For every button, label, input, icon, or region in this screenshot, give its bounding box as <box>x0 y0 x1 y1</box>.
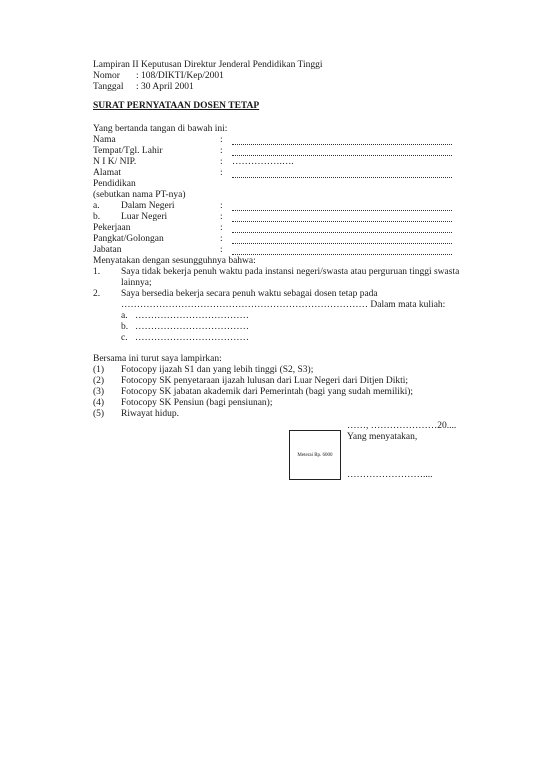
course-number: a. <box>121 311 128 321</box>
signature-statement: Yang menyatakan, <box>347 432 418 442</box>
field-blank-nama[interactable] <box>232 144 452 145</box>
field-colon: : <box>220 135 223 145</box>
tanggal-value: : 30 April 2001 <box>136 82 194 92</box>
document-title: SURAT PERNYATAAN DOSEN TETAP <box>93 101 260 111</box>
attachment-number: (3) <box>93 387 105 397</box>
attachment-text: Fotocopy ijazah S1 dan yang lebih tinggi (S2, S3); <box>121 365 314 375</box>
statement-text: Saya bersedia bekerja secara penuh waktu sebagai dosen tetap pada <box>121 289 378 299</box>
field-label-nama: Nama <box>93 135 116 145</box>
intro-text: Yang bertanda tangan di bawah ini: <box>93 124 228 134</box>
field-label-tempat-tgl-lahir: Tempat/Tgl. Lahir <box>93 146 163 156</box>
course-number: c. <box>121 333 128 343</box>
statement-text-continued: lainnya; <box>121 278 152 288</box>
field-label-pangkat-golongan: Pangkat/Golongan <box>93 234 164 244</box>
meterai-stamp-label: Meterai Rp. 6000 <box>297 452 333 458</box>
field-blank-alamat[interactable] <box>232 177 452 178</box>
attachment-number: (2) <box>93 376 105 386</box>
attachment-text: Fotocopy SK Pensiun (bagi pensiunan); <box>121 398 273 408</box>
field-colon: : <box>220 223 223 233</box>
field-label-nik-nip: N I K/ NIP. <box>93 157 137 167</box>
field-blank-tempat-tgl-lahir[interactable] <box>232 155 452 156</box>
nomor-value: : 108/DIKTI/Kep/2001 <box>136 71 224 81</box>
field-blank-pekerjaan[interactable] <box>232 232 452 233</box>
attachment-number: (1) <box>93 365 105 375</box>
field-label-luar-negeri: Luar Negeri <box>121 212 168 222</box>
attachments-intro: Bersama ini turut saya lampirkan: <box>93 354 222 364</box>
course-blank[interactable]: ……………………………… <box>135 322 249 332</box>
field-blank-dalam-negeri[interactable] <box>232 210 452 211</box>
statement-intro: Menyatakan dengan sesungguhnya bahwa: <box>93 256 256 266</box>
field-blank-jabatan[interactable] <box>232 254 452 255</box>
field-colon: : <box>220 212 223 222</box>
field-label-pekerjaan: Pekerjaan <box>93 223 131 233</box>
attachment-text: Fotocopy SK penyetaraan ijazah lulusan dari Luar Negeri dari Ditjen Dikti; <box>121 376 409 386</box>
course-blank[interactable]: ……………………………… <box>135 333 249 343</box>
attachment-text: Fotocopy SK jabatan akademik dari Pemerintah (bagi yang sudah memiliki); <box>121 387 414 397</box>
field-colon: : <box>220 201 223 211</box>
field-blank-luar-negeri[interactable] <box>232 221 452 222</box>
attachment-number: (5) <box>93 409 105 419</box>
signature-name-blank[interactable]: …………………….... <box>347 470 433 480</box>
attachment-text: Riwayat hidup. <box>121 409 180 419</box>
field-colon: : <box>220 146 223 156</box>
institution-blank[interactable]: …………………………………………………………………… Dalam mata kuliah: <box>121 300 446 310</box>
statement-number: 1. <box>93 267 101 277</box>
meterai-stamp-box <box>289 430 341 480</box>
statement-number: 2. <box>93 289 101 299</box>
field-colon: : <box>220 245 223 255</box>
field-label-jabatan: Jabatan <box>93 245 122 255</box>
signature-place-date[interactable]: ……, …………………20.... <box>347 421 457 431</box>
decree-reference: Lampiran II Keputusan Direktur Jenderal Pendidikan Tinggi <box>93 60 323 70</box>
nomor-label: Nomor <box>93 71 120 81</box>
course-number: b. <box>121 322 129 332</box>
statement-text: Saya tidak bekerja penuh waktu pada instansi negeri/swasta atau perguruan tinggi swasta <box>121 267 460 277</box>
field-colon: : <box>220 157 223 167</box>
attachment-number: (4) <box>93 398 105 408</box>
field-colon: : <box>220 168 223 178</box>
field-label-pendidikan: Pendidikan <box>93 179 136 189</box>
field-blank-nik-nip[interactable]: …………….…. <box>232 157 294 167</box>
field-number: b. <box>93 212 101 222</box>
field-colon: : <box>220 234 223 244</box>
field-note-pendidikan: (sebutkan nama PT-nya) <box>93 190 186 200</box>
tanggal-label: Tanggal <box>93 82 124 92</box>
field-blank-pangkat-golongan[interactable] <box>232 243 452 244</box>
field-label-dalam-negeri: Dalam Negeri <box>121 201 175 211</box>
field-label-alamat: Alamat <box>93 168 121 178</box>
course-blank[interactable]: ……………………………… <box>135 311 249 321</box>
field-number: a. <box>93 201 100 211</box>
